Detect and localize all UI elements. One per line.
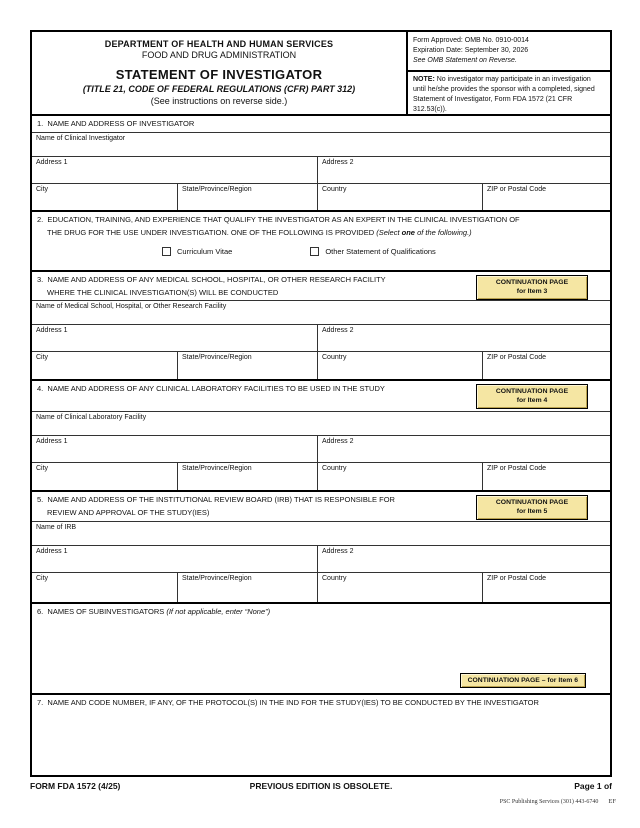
zip-label: ZIP or Postal Code <box>487 354 547 361</box>
country-label: Country <box>322 186 347 193</box>
omb-approval-box <box>408 32 610 72</box>
state-label: State/Province/Region <box>182 575 252 582</box>
agency-name: FOOD AND DRUG ADMINISTRATION <box>141 50 297 60</box>
irb-address2-field[interactable] <box>317 546 610 572</box>
section-6-title-text: 6. NAMES OF SUBINVESTIGATORS <box>37 607 167 616</box>
section-3-title-line2: WHERE THE CLINICAL INVESTIGATION(S) WILL BE CONDUCTED <box>47 288 279 298</box>
laboratory-address1-field[interactable] <box>32 436 317 462</box>
facility-zip-field[interactable] <box>482 352 610 379</box>
section-2-title-line1: 2. EDUCATION, TRAINING, AND EXPERIENCE THAT QUALIFY THE INVESTIGATOR AS AN EXPERT IN THE CLINICAL INVESTIGATION OF <box>37 215 520 224</box>
continuation-page-item-3-button[interactable] <box>476 275 588 300</box>
continuation-5-line2: for Item 5 <box>516 508 548 516</box>
investigator-name-label: Name of Clinical Investigator <box>36 135 126 142</box>
continuation-4-line1: CONTINUATION PAGE <box>495 388 569 395</box>
address1-label: Address 1 <box>36 548 68 555</box>
address2-label: Address 2 <box>322 548 354 555</box>
city-label: City <box>36 354 49 361</box>
ef-mark: EF <box>608 798 616 805</box>
section-5-irb <box>32 490 610 602</box>
irb-address1-field[interactable] <box>32 546 317 572</box>
investigator-name-field[interactable] <box>32 133 610 156</box>
continuation-3-line1: CONTINUATION PAGE <box>495 279 569 286</box>
header-right-block <box>406 32 610 114</box>
omb-statement-line: See OMB Statement on Reverse. <box>413 57 517 65</box>
facility-city-field[interactable] <box>32 352 177 379</box>
laboratory-name-label: Name of Clinical Laboratory Facility <box>36 414 147 421</box>
omb-expiration-line: Expiration Date: September 30, 2026 <box>413 47 529 55</box>
investigator-zip-field[interactable] <box>482 184 610 210</box>
section-5-title-line1: 5. NAME AND ADDRESS OF THE INSTITUTIONAL REVIEW BOARD (IRB) THAT IS RESPONSIBLE FOR <box>37 495 395 504</box>
address2-label: Address 2 <box>322 159 354 166</box>
section-5-title-line2: REVIEW AND APPROVAL OF THE STUDY(IES) <box>47 508 210 518</box>
city-label: City <box>36 465 49 472</box>
note-text: No investigator may participate in an investigation until he/she provides the sponsor with a completed, signed Statement of Investigator, Form FDA 1572 (21 CFR 312.53(c)). <box>413 76 595 114</box>
section-3-research-facility <box>32 270 610 379</box>
qualification-options <box>32 247 610 256</box>
facility-name-label: Name of Medical School, Hospital, or Other Research Facility <box>36 303 227 310</box>
facility-country-field[interactable] <box>317 352 482 379</box>
laboratory-zip-field[interactable] <box>482 463 610 490</box>
investigator-country-field[interactable] <box>317 184 482 210</box>
protocols-field[interactable] <box>32 708 610 775</box>
section-1-investigator <box>32 114 610 210</box>
investigator-city-field[interactable] <box>32 184 177 210</box>
section-6-title <box>32 604 610 617</box>
state-label: State/Province/Region <box>182 186 252 193</box>
address2-label: Address 2 <box>322 438 354 445</box>
section-7-title: 7. NAME AND CODE NUMBER, IF ANY, OF THE PROTOCOL(S) IN THE IND FOR THE STUDY(IES) TO BE CONDUCTED BY THE INVESTIGATOR <box>37 698 539 707</box>
section-2-qualifications <box>32 210 610 270</box>
laboratory-address2-field[interactable] <box>317 436 610 462</box>
publisher-line <box>500 798 616 805</box>
section-4-laboratory <box>32 379 610 490</box>
continuation-4-line2: for Item 4 <box>516 397 548 405</box>
page-footer <box>30 781 612 793</box>
form-instruction: (See instructions on reverse side.) <box>150 96 288 106</box>
irb-country-field[interactable] <box>317 573 482 602</box>
fda-form-1572 <box>30 30 612 777</box>
irb-state-field[interactable] <box>177 573 317 602</box>
note-box <box>408 72 610 118</box>
address1-label: Address 1 <box>36 438 68 445</box>
irb-zip-field[interactable] <box>482 573 610 602</box>
laboratory-city-field[interactable] <box>32 463 177 490</box>
irb-name-field[interactable] <box>32 522 610 545</box>
laboratory-country-field[interactable] <box>317 463 482 490</box>
address1-label: Address 1 <box>36 327 68 334</box>
state-label: State/Province/Region <box>182 354 252 361</box>
address2-label: Address 2 <box>322 327 354 334</box>
continuation-page-item-6-button[interactable]: CONTINUATION PAGE – for Item 6 <box>460 673 586 688</box>
section-6-title-italic: (If not applicable, enter “None”) <box>166 607 271 616</box>
zip-label: ZIP or Postal Code <box>487 465 547 472</box>
other-statement-checkbox[interactable] <box>310 247 319 256</box>
section-1-title: 1. NAME AND ADDRESS OF INVESTIGATOR <box>37 119 195 128</box>
continuation-5-line1: CONTINUATION PAGE <box>495 499 569 506</box>
select-instruction-pre: (Select <box>376 228 402 238</box>
header-agency-block <box>32 32 406 114</box>
city-label: City <box>36 575 49 582</box>
state-label: State/Province/Region <box>182 465 252 472</box>
facility-name-field[interactable] <box>32 301 610 324</box>
continuation-page-item-5-button[interactable] <box>476 495 588 520</box>
section-4-title: 4. NAME AND ADDRESS OF ANY CLINICAL LABORATORY FACILITIES TO BE USED IN THE STUDY <box>37 384 385 393</box>
curriculum-vitae-checkbox[interactable] <box>162 247 171 256</box>
form-title: STATEMENT OF INVESTIGATOR <box>115 67 323 82</box>
irb-city-field[interactable] <box>32 573 177 602</box>
investigator-address1-field[interactable] <box>32 157 317 183</box>
section-3-title-line1: 3. NAME AND ADDRESS OF ANY MEDICAL SCHOOL, HOSPITAL, OR OTHER RESEARCH FACILITY <box>37 275 386 284</box>
select-instruction-one: one <box>401 228 415 238</box>
form-header <box>32 32 610 114</box>
laboratory-name-field[interactable] <box>32 412 610 435</box>
select-instruction-post: of the following.) <box>414 228 472 238</box>
other-statement-label: Other Statement of Qualifications <box>325 247 436 257</box>
obsolete-notice: PREVIOUS EDITION IS OBSOLETE. <box>249 781 393 791</box>
irb-name-label: Name of IRB <box>36 524 77 531</box>
curriculum-vitae-label: Curriculum Vitae <box>177 247 233 257</box>
omb-approved-line: Form Approved: OMB No. 0910-0014 <box>413 37 529 44</box>
country-label: Country <box>322 354 347 361</box>
section-2-title-line2 <box>32 225 610 238</box>
publisher-text: PSC Publishing Services (301) 443-6740 <box>499 799 599 805</box>
facility-address1-field[interactable] <box>32 325 317 351</box>
address1-label: Address 1 <box>36 159 68 166</box>
other-statement-option <box>310 247 435 256</box>
zip-label: ZIP or Postal Code <box>487 575 547 582</box>
form-number: FORM FDA 1572 (4/25) <box>30 781 121 791</box>
curriculum-vitae-option <box>162 247 232 256</box>
continuation-page-item-4-button[interactable] <box>476 384 588 409</box>
facility-state-field[interactable] <box>177 352 317 379</box>
form-subtitle: (TITLE 21, CODE OF FEDERAL REGULATIONS (CFR) PART 312) <box>82 84 356 94</box>
city-label: City <box>36 186 49 193</box>
investigator-state-field[interactable] <box>177 184 317 210</box>
continuation-3-line2: for Item 3 <box>516 288 548 296</box>
department-name: DEPARTMENT OF HEALTH AND HUMAN SERVICES <box>104 39 334 49</box>
section-7-protocols <box>32 693 610 775</box>
facility-address2-field[interactable] <box>317 325 610 351</box>
laboratory-state-field[interactable] <box>177 463 317 490</box>
country-label: Country <box>322 575 347 582</box>
zip-label: ZIP or Postal Code <box>487 186 547 193</box>
section-2-title-line2-text: THE DRUG FOR THE USE UNDER INVESTIGATION. ONE OF THE FOLLOWING IS PROVIDED <box>47 228 377 238</box>
investigator-address2-field[interactable] <box>317 157 610 183</box>
country-label: Country <box>322 465 347 472</box>
note-label: NOTE: <box>413 76 435 84</box>
page-number: Page 1 of <box>574 781 612 791</box>
section-6-subinvestigators <box>32 602 610 693</box>
